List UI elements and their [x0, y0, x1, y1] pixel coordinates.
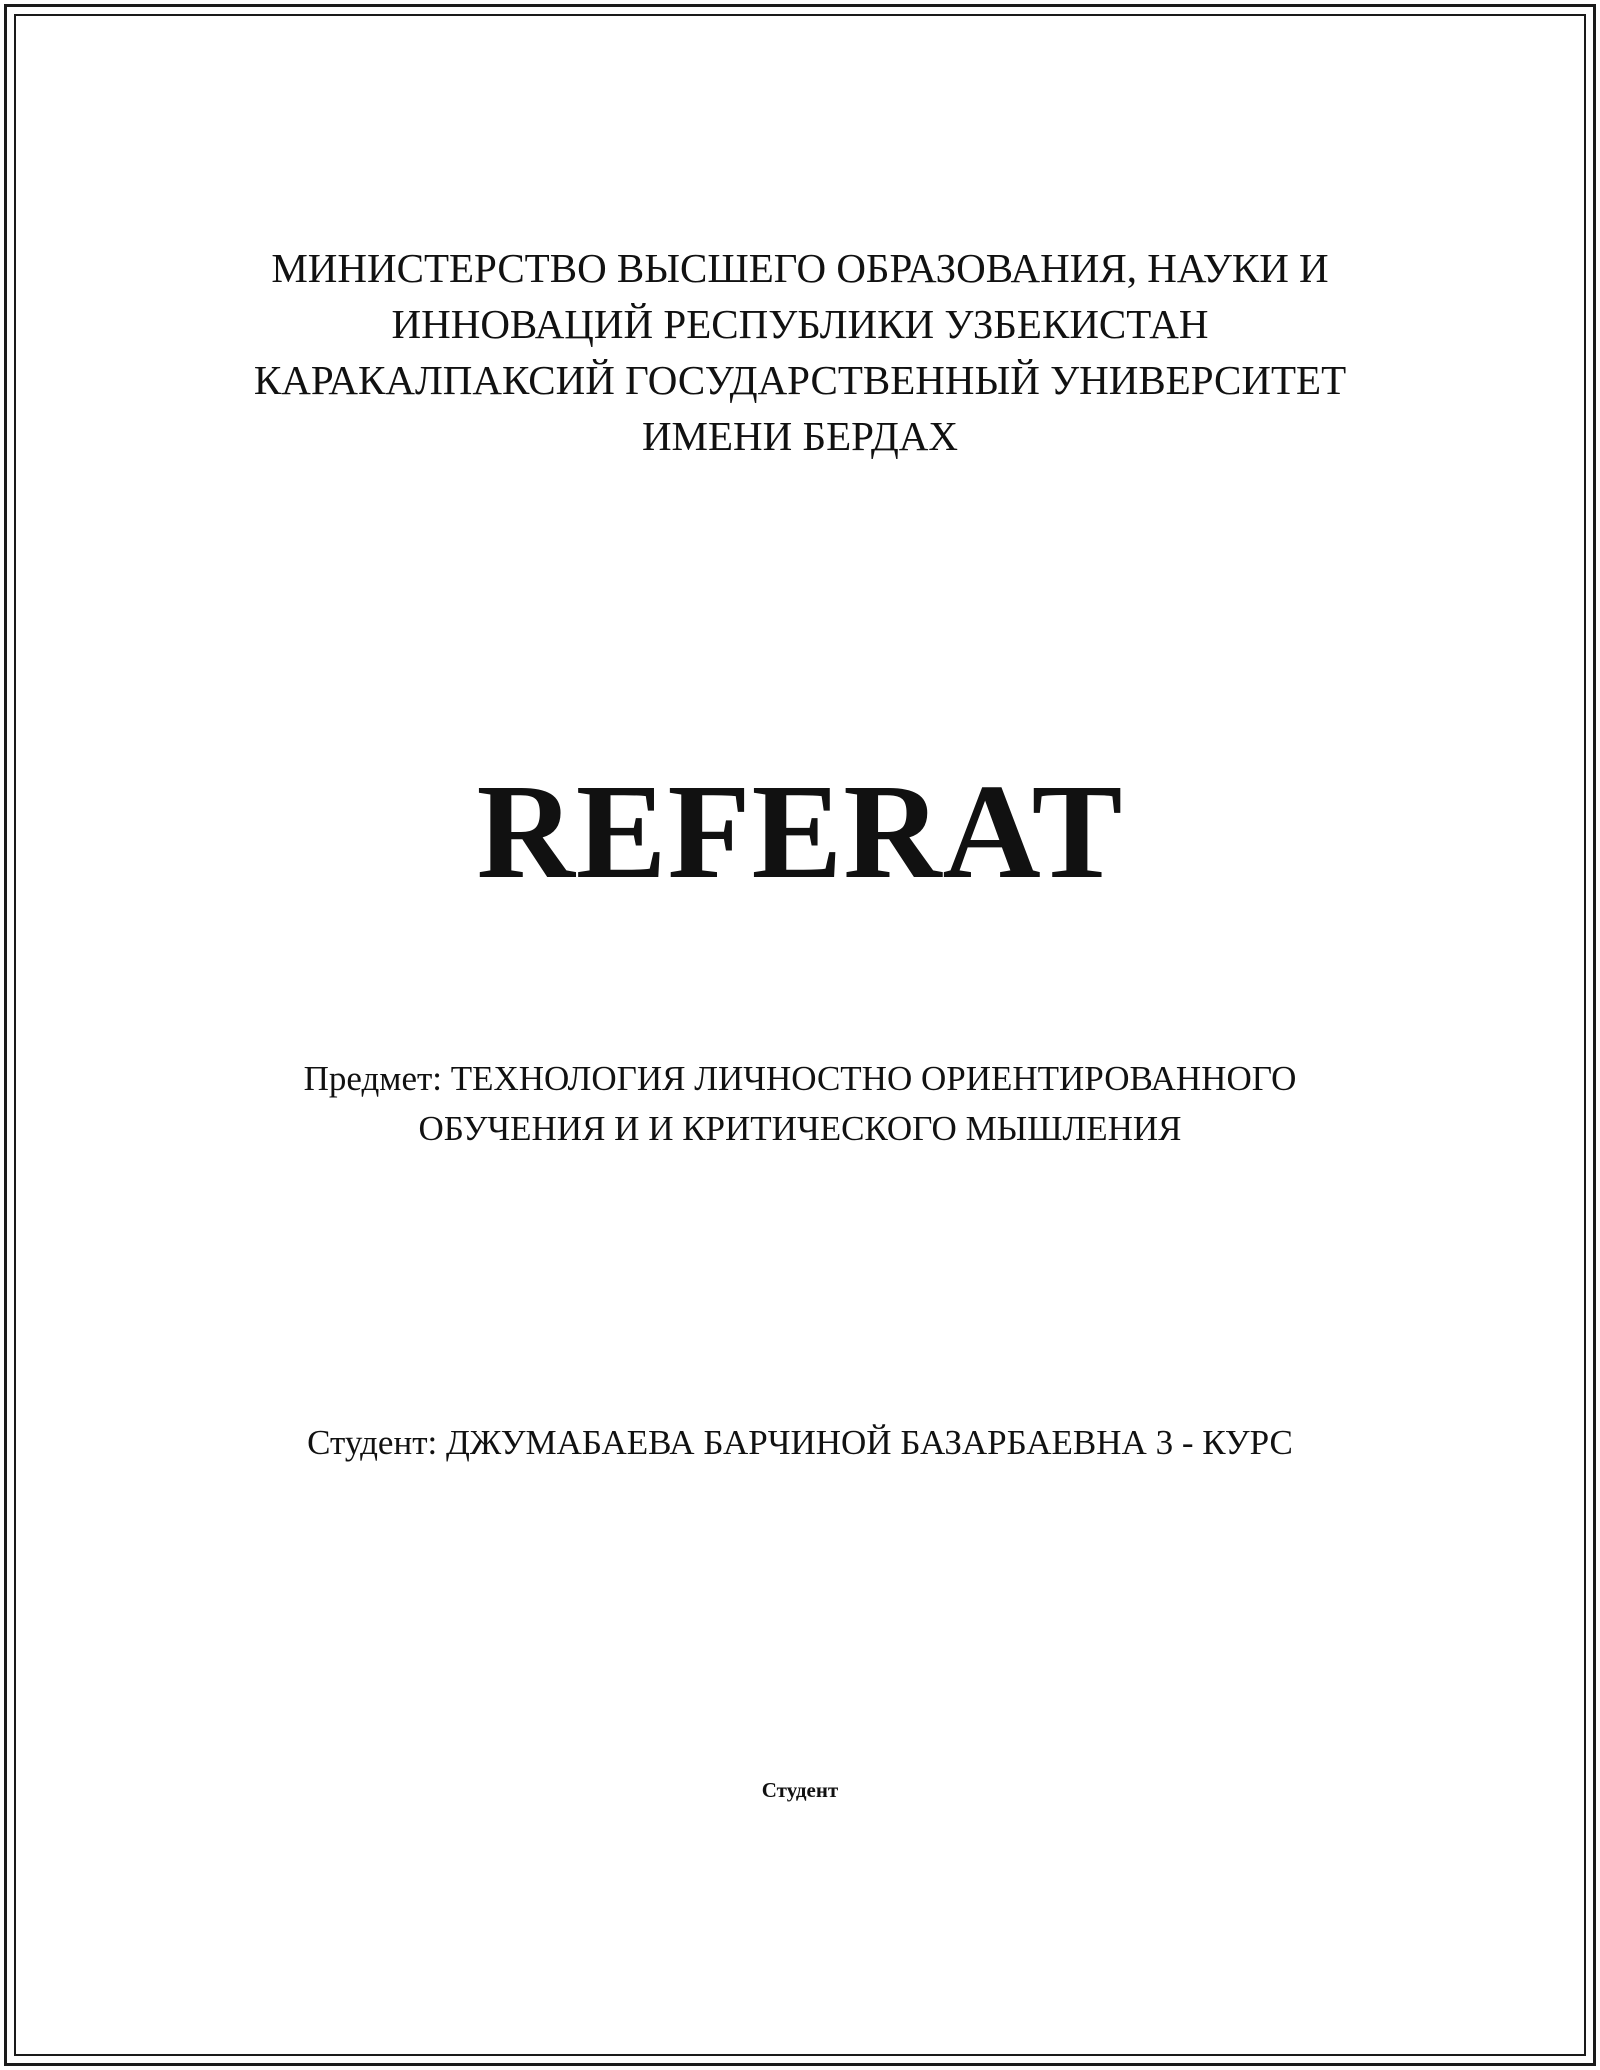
header-line-university: КАРАКАЛПАКСИЙ ГОСУДАРСТВЕННЫЙ УНИВЕРСИТЕТ — [253, 357, 1347, 403]
student-info: Студент: ДЖУМАБАЕВА БАРЧИНОЙ БАЗАРБАЕВНА 3 - КУРС — [307, 1423, 1293, 1462]
institution-header — [0, 240, 1600, 464]
student-label: Студент — [761, 1778, 839, 1802]
document-title: REFERAT — [476, 757, 1124, 907]
header-line-ministry: МИНИСТЕРСТВО ВЫСШЕГО ОБРАЗОВАНИЯ, НАУКИ И — [271, 245, 1329, 291]
subject-line-2: ОБУЧЕНИЯ И И КРИТИЧЕСКОГО МЫШЛЕНИЯ — [418, 1109, 1182, 1148]
header-line-university-name: ИМЕНИ БЕРДАХ — [641, 413, 959, 459]
subject-block — [0, 1054, 1600, 1154]
subject-line-1: Предмет: ТЕХНОЛОГИЯ ЛИЧНОСТНО ОРИЕНТИРОВАННОГО — [303, 1059, 1297, 1098]
header-line-republic: ИННОВАЦИЙ РЕСПУБЛИКИ УЗБЕКИСТАН — [391, 301, 1209, 347]
